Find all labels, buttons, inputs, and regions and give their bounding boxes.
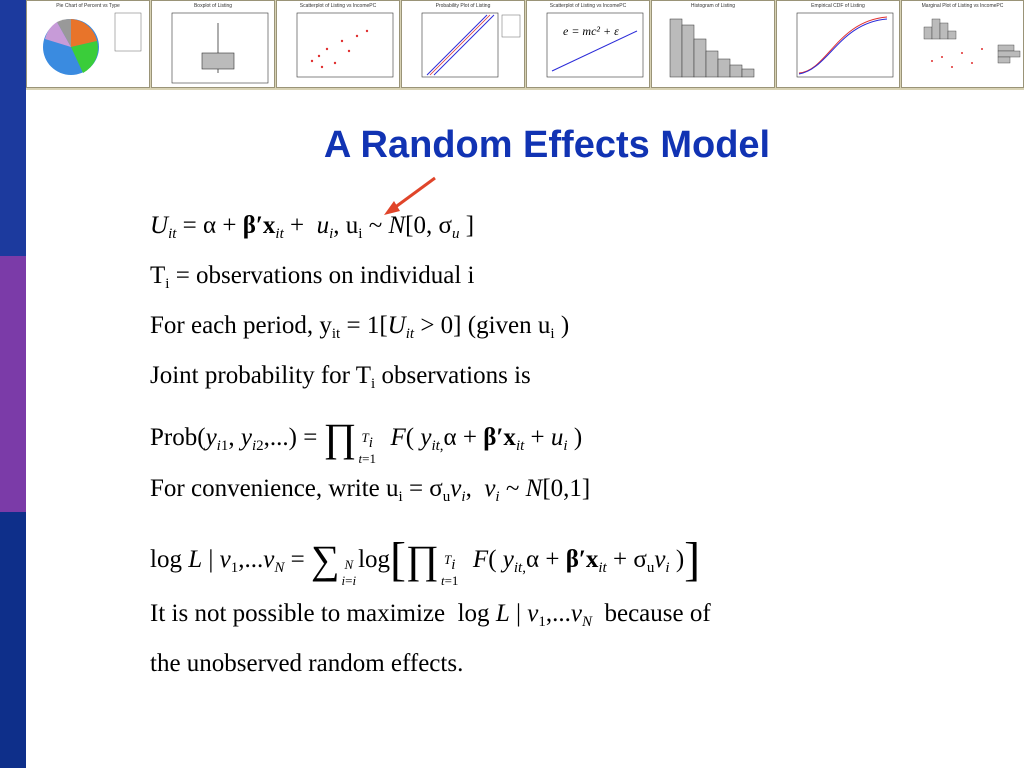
thumb-pie-chart	[26, 0, 150, 88]
sidebar-segment-bottom	[0, 512, 26, 768]
prob-label: Prob(	[150, 424, 206, 451]
regression-plot-icon	[527, 1, 651, 89]
boxplot-icon	[152, 1, 276, 89]
probability-plot-icon	[402, 1, 526, 89]
pie-chart-icon	[27, 1, 151, 89]
because-of-text: because of	[604, 600, 711, 627]
unobserved-text: the unobserved random effects.	[150, 650, 464, 677]
joint-probability-tail: observations is	[375, 362, 531, 389]
equation-label: e = mc² + ε	[563, 24, 619, 38]
thumb-empirical-cdf	[776, 0, 900, 88]
thumb-probability-plot	[401, 0, 525, 88]
equation-prob: $Prob(y_{i1}$, $y_{i2}$,...) = ∏ $T_i$ t=1 F( $y_{it,}\alpha + \beta'x_{it} + u_i$ )	[150, 415, 583, 466]
thumb-title: Empirical CDF of Listing	[811, 3, 865, 9]
marginal-plot-icon	[902, 1, 1024, 89]
not-possible-text: It is not possible to maximize	[150, 600, 446, 627]
given-text: (given u	[467, 312, 551, 339]
convenience-text: For convenience, write u	[150, 475, 399, 502]
equation-utility: $U_{it} = \alpha + \beta'x_{it} + u_i$, $u_i$ ~ N[0, $\sigma_u$ ]	[150, 212, 475, 242]
cdf-plot-icon	[777, 1, 901, 89]
thumb-histogram	[651, 0, 775, 88]
line-unobserved	[150, 650, 463, 678]
joint-probability-text: Joint probability for T	[150, 362, 372, 389]
thumb-title: Probability Plot of Listing	[435, 3, 491, 9]
thumb-title: Pie Chart of Percent vs Type	[56, 3, 120, 9]
sidebar-segment-middle	[0, 256, 26, 512]
thumbnail-strip	[26, 0, 1024, 90]
line-not-possible: It is not possible to maximize log L | $v_1,...v_N$ because of	[150, 600, 711, 630]
thumb-title: Marginal Plot of Listing vs IncomePC	[921, 3, 1004, 9]
line-joint-probability: Joint probability for $T_i$ observations is	[150, 362, 531, 392]
thumb-title: Boxplot of Listing	[193, 3, 233, 9]
slide-title: A Random Effects Model	[323, 124, 771, 166]
thumb-regression-plot	[526, 0, 650, 88]
thumb-title: Histogram of Listing	[690, 3, 736, 9]
histogram-icon	[652, 1, 776, 89]
thumb-scatterplot	[276, 0, 400, 88]
equation-log-likelihood: log L | $v_1,...v_N$ = ∑ N i=ilog[∏ $T_i$ t=1 F( $y_{it,}\alpha + \beta'x_{it} + \sigma_uv_i$ )]	[150, 533, 701, 588]
thumb-marginal-plot	[901, 0, 1024, 88]
line-each-period: For each period, $y_{it} = 1[U_{it} > 0]$ (given $u_i$ )	[150, 312, 570, 342]
thumb-boxplot	[151, 0, 275, 88]
line-convenience: For convenience, write $u_i = \sigma_uv_i$, $v_i$ ~ N[0,1]	[150, 475, 591, 505]
line-observations: $T_i$ = observations on individual i	[150, 262, 475, 292]
sidebar-bar	[0, 0, 26, 768]
scatterplot-icon	[277, 1, 401, 89]
each-period-text: For each period,	[150, 312, 314, 339]
thumb-title: Scatterplot of Listing vs IncomePC	[549, 3, 627, 9]
thumb-title: Scatterplot of Listing vs IncomePC	[299, 3, 377, 9]
observations-text: = observations on individual i	[175, 262, 475, 289]
